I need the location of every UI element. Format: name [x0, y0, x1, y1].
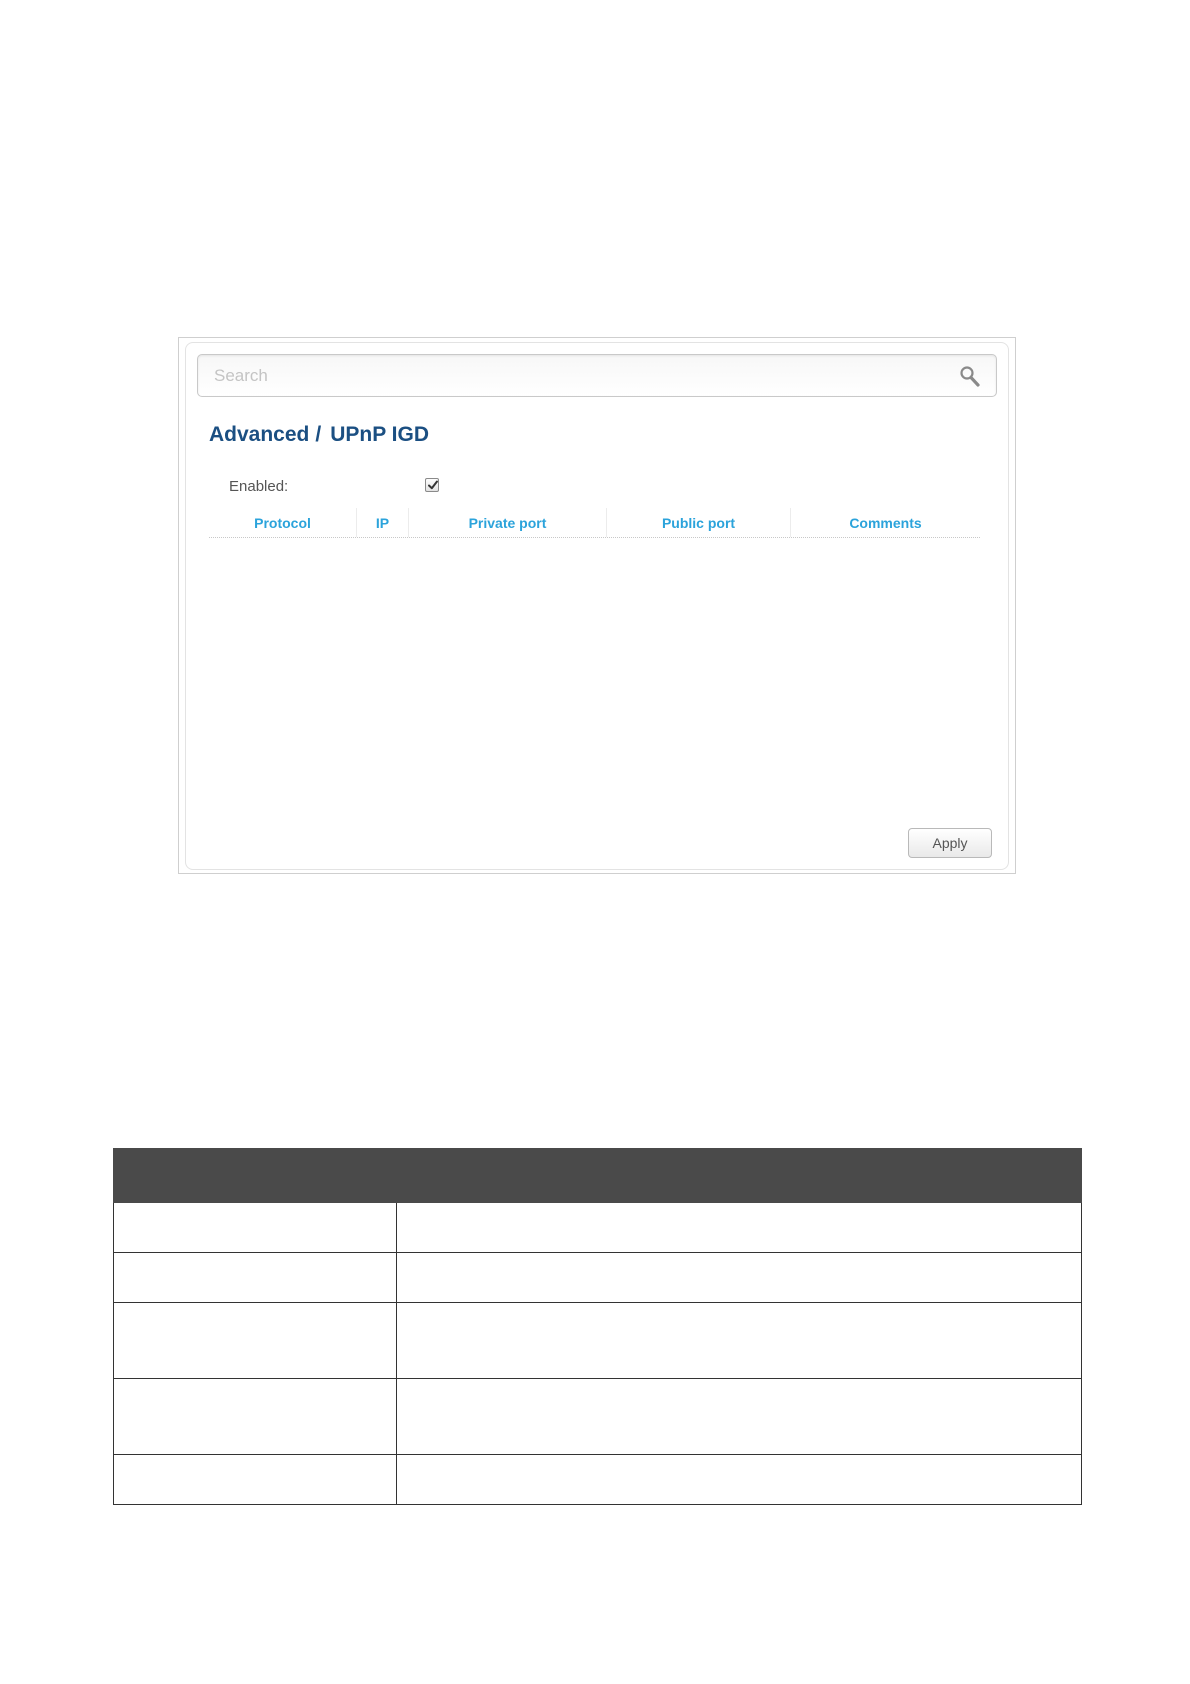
search-bar[interactable]: [197, 354, 997, 397]
column-header-comments[interactable]: Comments: [849, 514, 922, 531]
column-header-private-port[interactable]: Private port: [409, 508, 607, 537]
apply-button[interactable]: Apply: [908, 828, 992, 858]
column-header-ip[interactable]: IP: [357, 508, 409, 537]
search-input[interactable]: [198, 355, 954, 396]
port-mapping-table-header: [209, 508, 980, 538]
table-row: [114, 1203, 1082, 1253]
settings-panel: [185, 342, 1009, 870]
parameters-table: [113, 1148, 1082, 1505]
table-cell: [397, 1303, 1082, 1379]
table-header-cell: [114, 1149, 397, 1203]
table-cell: [397, 1455, 1082, 1505]
table-cell: [114, 1379, 397, 1455]
breadcrumb-separator: /: [315, 423, 322, 446]
table-cell: [114, 1253, 397, 1303]
table-cell: [397, 1379, 1082, 1455]
search-icon[interactable]: [958, 364, 982, 388]
table-cell: [397, 1253, 1082, 1303]
table-row: [114, 1253, 1082, 1303]
table-header-row: [114, 1149, 1082, 1203]
table-cell: [114, 1203, 397, 1253]
table-cell: [114, 1303, 397, 1379]
table-header-cell: [397, 1149, 1082, 1203]
table-row: [114, 1379, 1082, 1455]
table-row: [114, 1303, 1082, 1379]
enabled-checkbox[interactable]: [425, 478, 439, 492]
breadcrumb-current: UPnP IGD: [330, 423, 430, 446]
page-title: [209, 423, 429, 447]
column-header-protocol[interactable]: Protocol: [209, 508, 357, 537]
upnp-igd-screenshot: [178, 337, 1016, 874]
table-cell: [397, 1203, 1082, 1253]
breadcrumb-parent[interactable]: Advanced: [209, 423, 310, 446]
table-row: [114, 1455, 1082, 1505]
column-header-public-port[interactable]: Public port: [607, 508, 791, 537]
enabled-label: Enabled:: [229, 478, 289, 495]
checkmark-icon: [427, 479, 439, 491]
table-cell: [114, 1455, 397, 1505]
